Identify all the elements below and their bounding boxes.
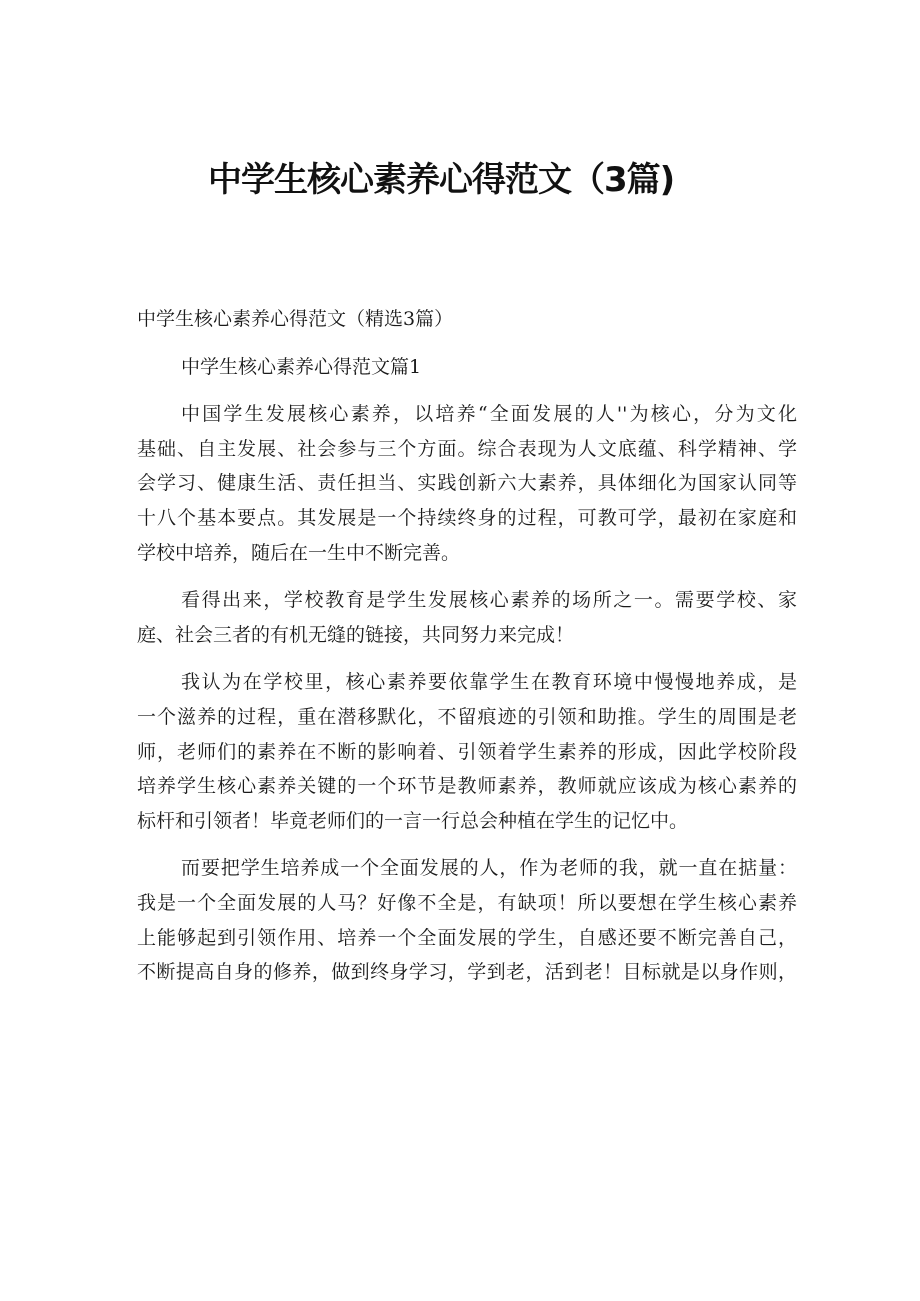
document-body bbox=[137, 302, 797, 990]
paragraph-3-line: 一个滋养的过程，重在潜移默化，不留痕迹的引领和助推。学生的周围是老 bbox=[137, 705, 797, 728]
paragraph-gap bbox=[137, 337, 797, 350]
paragraph-gap bbox=[137, 838, 797, 851]
section-heading: 中学生核心素养心得范文篇1 bbox=[181, 355, 422, 378]
paragraph-4-line: 而要把学生培养成一个全面发展的人，作为老师的我，就一直在掂量： bbox=[181, 857, 797, 880]
paragraph-4-line: 不断提高自身的修养，做到终身学习，学到老，活到老！目标就是以身作则， bbox=[137, 961, 797, 984]
paragraph-4-line: 我是一个全面发展的人马？好像不全是，有缺项！所以要想在学生核心素养 bbox=[137, 891, 797, 914]
paragraph-3-line: 培养学生核心素养关键的一个环节是教师素养，教师就应该成为核心素养的 bbox=[137, 775, 797, 798]
paragraph-gap bbox=[137, 384, 797, 397]
paragraph-2-line: 庭、社会三者的有机无缝的链接，共同努力来完成！ bbox=[137, 623, 575, 646]
paragraph-3-line: 标杆和引领者！毕竟老师们的一言一行总会种植在学生的记忆中。 bbox=[137, 809, 689, 832]
paragraph-1-line: 十八个基本要点。其发展是一个持续终身的过程，可教可学，最初在家庭和 bbox=[137, 506, 797, 529]
paragraph-1-line: 中国学生发展核心素养，以培养“全面发展的人''为核心，分为文化 bbox=[181, 403, 797, 426]
paragraph-gap bbox=[137, 570, 797, 583]
paragraph-1-line: 基础、自主发展、社会参与三个方面。综合表现为人文底蕴、科学精神、学 bbox=[137, 437, 797, 460]
paragraph-1-line: 会学习、健康生活、责任担当、实践创新六大素养，具体细化为国家认同等 bbox=[137, 472, 797, 495]
document-subtitle: 中学生核心素养心得范文（精选3篇） bbox=[137, 308, 454, 330]
paragraph-3-line: 师，老师们的素养在不断的影响着、引领着学生素养的形成，因此学校阶段 bbox=[137, 740, 797, 763]
paragraph-2-line: 看得出来，学校教育是学生发展核心素养的场所之一。需要学校、家 bbox=[181, 589, 797, 612]
paragraph-3-line: 我认为在学校里，核心素养要依靠学生在教育环境中慢慢地养成，是 bbox=[181, 671, 797, 694]
document-title: 中学生核心素养心得范文（3篇) bbox=[208, 160, 675, 200]
paragraph-gap bbox=[137, 652, 797, 665]
paragraph-4-line: 上能够起到引领作用、培养一个全面发展的学生，自感还要不断完善自己， bbox=[137, 926, 797, 949]
paragraph-1-line: 学校中培养，随后在一生中不断完善。 bbox=[137, 541, 461, 564]
